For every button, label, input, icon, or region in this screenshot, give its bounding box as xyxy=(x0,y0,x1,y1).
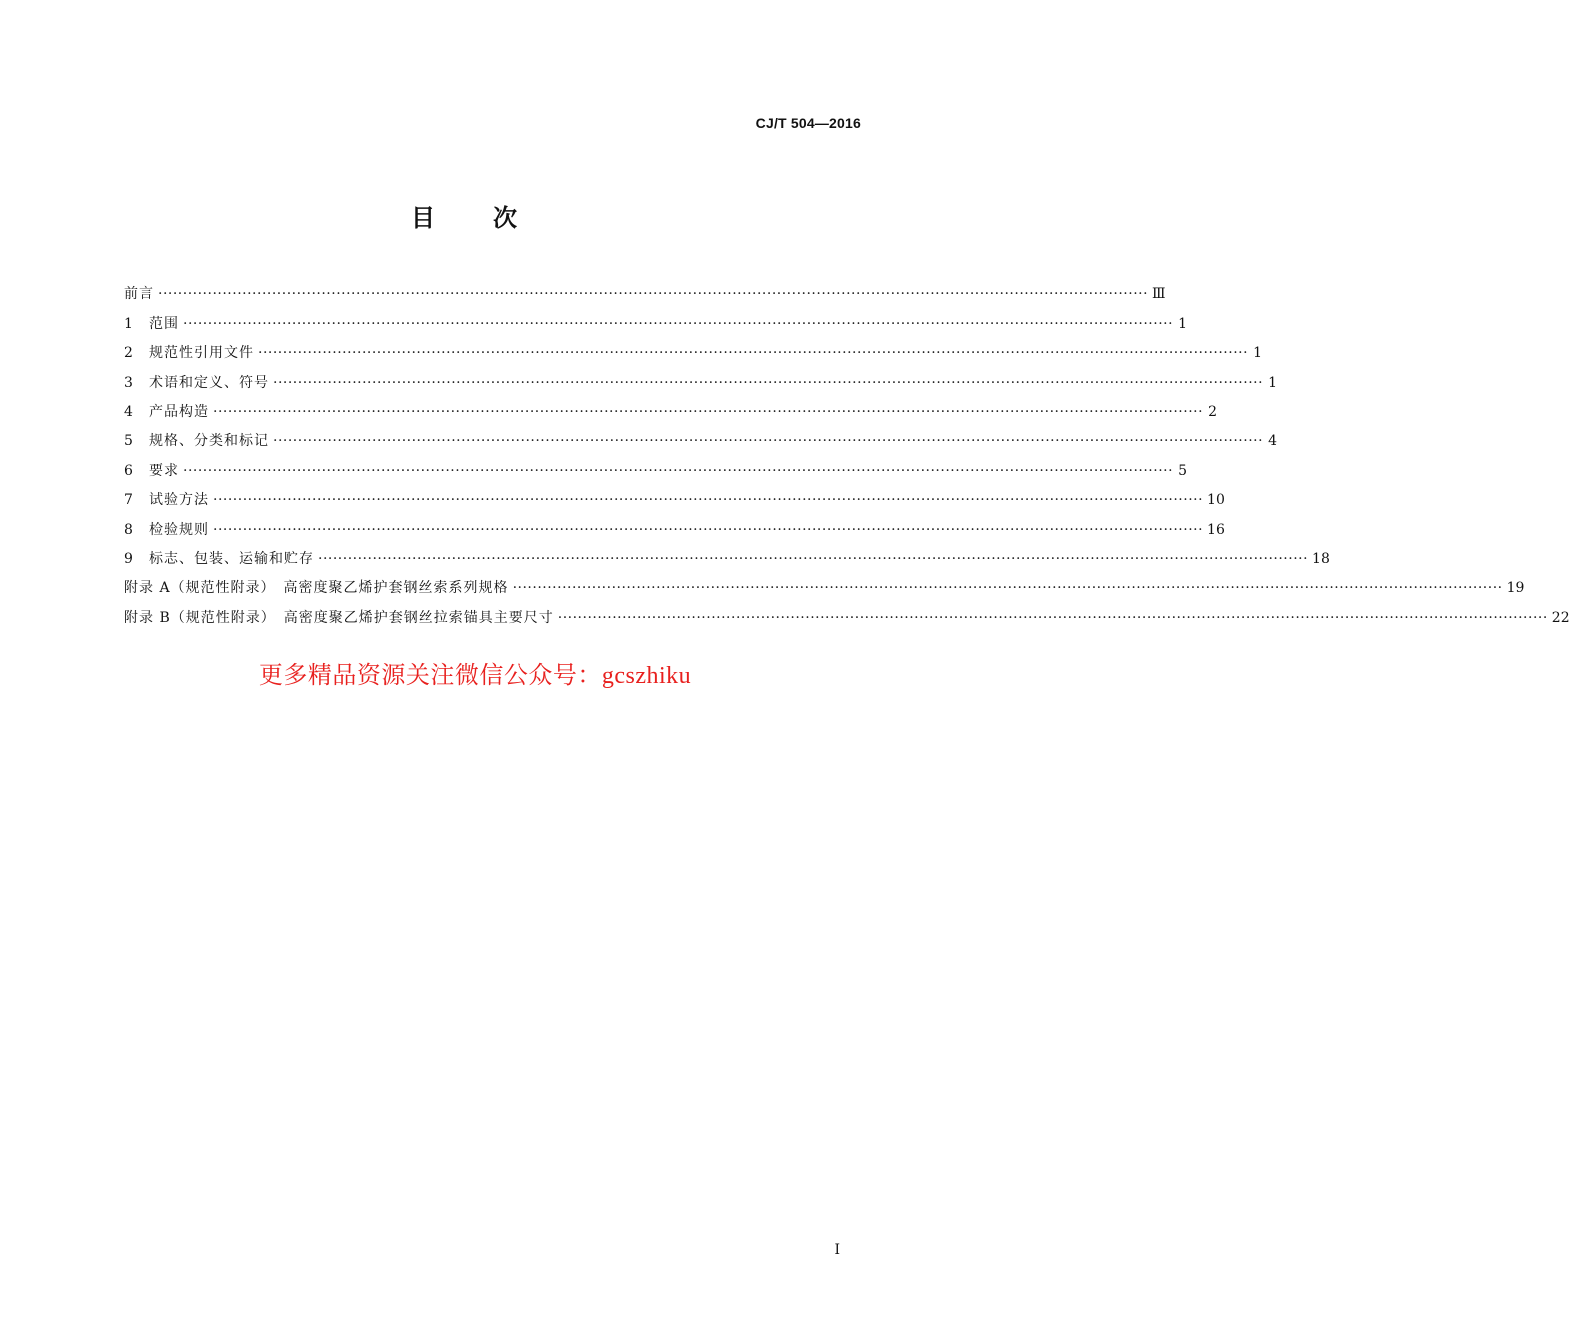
toc-entry-label: 产品构造 xyxy=(149,403,209,420)
toc-entry-number: 9 xyxy=(124,550,133,567)
toc-entry-number: 1 xyxy=(124,315,133,332)
toc-entry-page: 19 xyxy=(1506,580,1525,597)
toc-entry-number: 3 xyxy=(124,374,133,391)
page-title: 目次 xyxy=(411,203,575,232)
toc-entry-label: 试验方法 xyxy=(149,492,209,509)
toc-entry-page: 1 xyxy=(1268,374,1278,391)
toc-entry-2[interactable] xyxy=(124,333,1263,362)
toc-entry-4[interactable] xyxy=(124,392,1218,421)
toc-leader-dots: ········································································································································································································ xyxy=(213,403,1204,420)
toc-entry-1[interactable] xyxy=(124,303,1188,332)
toc-entry-page: 16 xyxy=(1207,521,1225,538)
toc-leader-dots: ········································································································································································································ xyxy=(258,345,1249,362)
toc-entry-label: 附录 B（规范性附录） 高密度聚乙烯护套钢丝拉索锚具主要尺寸 xyxy=(124,609,554,626)
toc-entry-6[interactable] xyxy=(124,450,1188,479)
toc-entry-number: 7 xyxy=(124,492,133,509)
toc-leader-dots: ········································································································································································································ xyxy=(318,550,1309,567)
toc-entry-number: 2 xyxy=(124,345,133,362)
toc-entry-8[interactable] xyxy=(124,509,1225,538)
toc-entry-label: 规范性引用文件 xyxy=(149,345,254,362)
promo-text: 更多精品资源关注微信公众号：gcszhiku xyxy=(258,663,692,689)
page-number: I xyxy=(834,1242,840,1258)
toc-leader-dots: ········································································································································································································ xyxy=(158,286,1149,303)
toc-entry-page: 2 xyxy=(1208,403,1218,420)
toc-leader-dots: ········································································································································································································ xyxy=(183,315,1174,332)
toc-entry-page: 22 xyxy=(1551,609,1570,626)
toc-entry-number: 4 xyxy=(124,403,133,420)
toc-entry-label: 规格、分类和标记 xyxy=(149,433,269,450)
toc-entry-label: 标志、包装、运输和贮存 xyxy=(149,550,314,567)
toc-leader-dots: ········································································································································································································ xyxy=(512,580,1503,597)
table-of-contents xyxy=(124,274,1570,627)
toc-leader-dots: ········································································································································································································ xyxy=(213,521,1204,538)
toc-entry-label: 术语和定义、符号 xyxy=(149,374,269,391)
toc-entry-page: 5 xyxy=(1178,462,1188,479)
toc-entry-label: 要求 xyxy=(149,462,179,479)
toc-entry-page: 1 xyxy=(1178,315,1188,332)
toc-leader-dots: ········································································································································································································ xyxy=(213,492,1204,509)
toc-leader-dots: ········································································································································································································ xyxy=(273,374,1264,391)
toc-entry-5[interactable] xyxy=(124,421,1278,450)
toc-entry-label: 范围 xyxy=(149,315,179,332)
toc-entry-appendix-a[interactable] xyxy=(124,568,1525,597)
toc-entry-label: 前言 xyxy=(124,286,154,303)
toc-leader-dots: ········································································································································································································ xyxy=(557,609,1548,626)
toc-entry-page: 18 xyxy=(1312,550,1330,567)
toc-entry-label: 附录 A（规范性附录） 高密度聚乙烯护套钢丝索系列规格 xyxy=(124,580,509,597)
standard-code: CJ/T 504—2016 xyxy=(755,115,861,131)
toc-entry-preface[interactable] xyxy=(124,274,1166,303)
toc-entry-page: 1 xyxy=(1253,345,1263,362)
toc-entry-number: 6 xyxy=(124,462,133,479)
toc-entry-page: 10 xyxy=(1207,492,1225,509)
toc-entry-number: 8 xyxy=(124,521,133,538)
toc-leader-dots: ········································································································································································································ xyxy=(183,462,1174,479)
toc-entry-3[interactable] xyxy=(124,362,1278,391)
toc-entry-number: 5 xyxy=(124,433,133,450)
toc-entry-7[interactable] xyxy=(124,480,1225,509)
toc-entry-appendix-b[interactable] xyxy=(124,597,1570,626)
toc-leader-dots: ········································································································································································································ xyxy=(273,433,1264,450)
toc-entry-label: 检验规则 xyxy=(149,521,209,538)
toc-entry-page: Ⅲ xyxy=(1152,286,1166,303)
toc-entry-9[interactable] xyxy=(124,539,1330,568)
toc-entry-page: 4 xyxy=(1268,433,1278,450)
